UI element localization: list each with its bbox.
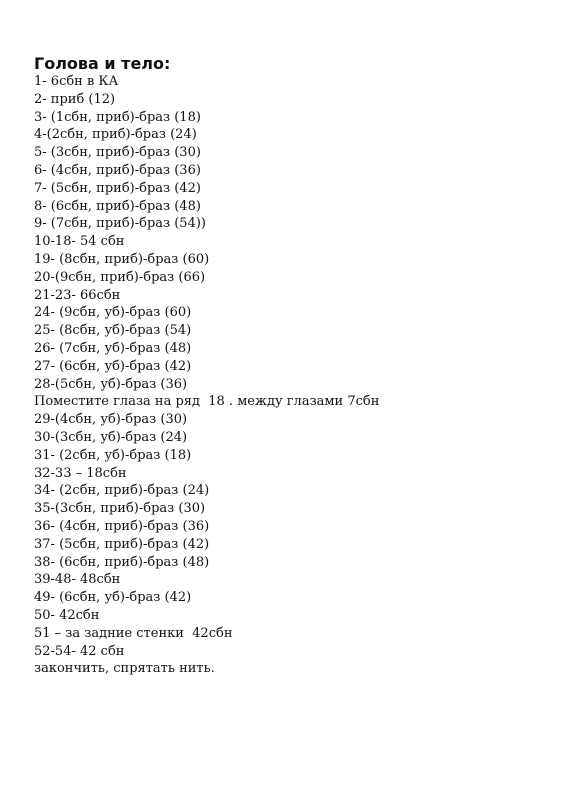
pattern-row: 2- приб (12) (34, 91, 116, 107)
pattern-row: 26- (7сбн, уб)-браз (48) (34, 340, 192, 356)
pattern-row: 50- 42сбн (34, 607, 100, 623)
pattern-row: 8- (6сбн, приб)-браз (48) (34, 198, 201, 214)
pattern-row: 24- (9сбн, уб)-браз (60) (34, 305, 192, 321)
pattern-row: 35-(3сбн, приб)-браз (30) (34, 501, 206, 517)
pattern-row: 51 – за задние стенки 42сбн (34, 625, 233, 641)
pattern-row: 32-33 – 18сбн (34, 465, 127, 481)
pattern-row: 39-48- 48сбн (34, 572, 121, 588)
pattern-row: 3- (1сбн, приб)-браз (18) (34, 109, 201, 125)
pattern-row: 29-(4сбн, уб)-браз (30) (34, 412, 188, 428)
pattern-row: 31- (2сбн, уб)-браз (18) (34, 447, 192, 463)
pattern-rows (34, 73, 544, 678)
pattern-row: 4-(2сбн, приб)-браз (24) (34, 127, 197, 143)
pattern-row: 10-18- 54 сбн (34, 234, 125, 250)
pattern-row: 30-(3сбн, уб)-браз (24) (34, 429, 188, 445)
pattern-row: 1- 6сбн в КА (34, 74, 119, 89)
pattern-row: 7- (5сбн, приб)-браз (42) (34, 180, 201, 196)
pattern-row: 20-(9сбн, приб)-браз (66) (34, 269, 206, 285)
pattern-row: 36- (4сбн, приб)-браз (36) (34, 518, 210, 534)
pattern-row: 49- (6сбн, уб)-браз (42) (34, 590, 192, 606)
section-title: Голова и тело: (34, 54, 171, 73)
pattern-row: 38- (6сбн, приб)-браз (48) (34, 554, 210, 570)
pattern-row: 21-23- 66сбн (34, 287, 121, 303)
pattern-row: 52-54- 42 сбн (34, 643, 125, 659)
finish-instruction: закончить, спрятать нить. (34, 661, 215, 677)
pattern-row: 9- (7сбн, приб)-браз (54)) (34, 216, 206, 232)
pattern-row: 6- (4сбн, приб)-браз (36) (34, 162, 201, 178)
eye-placement-note: Поместите глаза на ряд 18 . между глазами 7сбн (34, 394, 380, 410)
pattern-row: 25- (8сбн, уб)-браз (54) (34, 323, 192, 339)
pattern-row: 5- (3сбн, приб)-браз (30) (34, 145, 201, 161)
pattern-row: 28-(5сбн, уб)-браз (36) (34, 376, 188, 392)
pattern-row: 37- (5сбн, приб)-браз (42) (34, 536, 210, 552)
pattern-row: 34- (2сбн, приб)-браз (24) (34, 483, 210, 499)
document-page (34, 55, 544, 678)
pattern-row: 27- (6сбн, уб)-браз (42) (34, 358, 192, 374)
pattern-row: 19- (8сбн, приб)-браз (60) (34, 251, 210, 267)
